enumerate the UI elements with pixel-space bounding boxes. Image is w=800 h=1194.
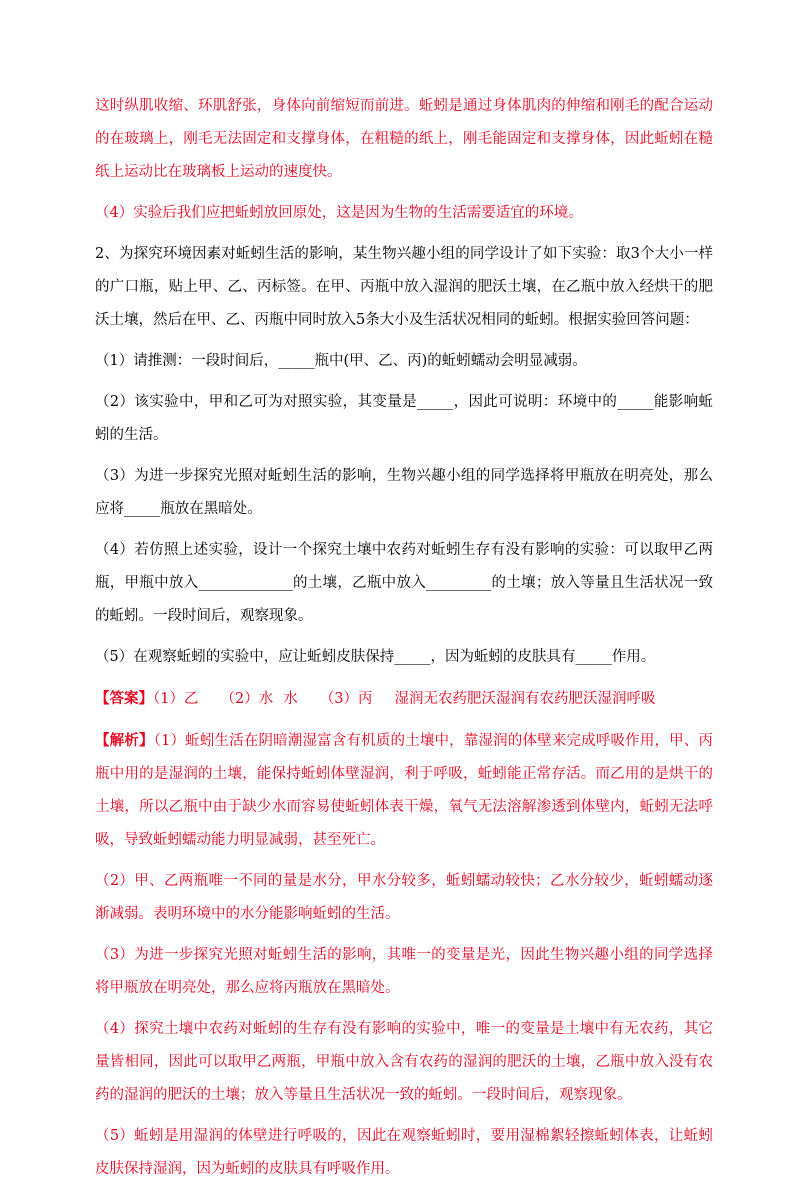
analysis-5: （5）蚯蚓是用湿润的体壁进行呼吸的，因此在观察蚯蚓时，要用湿棉絮轻擦蚯蚓体表，让蚯蚓皮肤保持湿润，因为蚯蚓的皮肤具有呼吸作用。	[95, 1128, 713, 1177]
answer-2b: 水	[283, 691, 298, 707]
prev-answer-continuation: 这时纵肌收缩、环肌舒张，身体向前缩短而前进。蚯蚓是通过身体肌肉的伸缩和刚毛的配合运动的在玻璃上，刚毛无法固定和支撑身体，在粗糙的纸上，刚毛能固定和支撑身体，因此蚯蚓在糙纸上运动比在玻璃板上运动的速度快。	[95, 98, 713, 180]
analysis-3: （3）为进一步探究光照对蚯蚓生活的影响，其唯一的变量是光，因此生物兴趣小组的同学选择将甲瓶放在明亮处，那么应将丙瓶放在黑暗处。	[95, 947, 713, 996]
answer-2: （2）水	[220, 691, 274, 707]
question-stem: 2、为探究环境因素对蚯蚓生活的影响，某生物兴趣小组的同学设计了如下实验：取3个大小一样的广口瓶，贴上甲、乙、丙标签。在甲、丙瓶中放入湿润的肥沃土壤，在乙瓶中放入经烘干的肥沃土壤，然后在甲、乙、丙瓶中同时放入5条大小及生活状况相同的蚯蚓。根据实验回答问题：	[95, 246, 713, 328]
answer-line	[95, 682, 713, 716]
document-page	[95, 90, 713, 1194]
analysis-4: （4）探究土壤中农药对蚯蚓的生存有没有影响的实验中，唯一的变量是土壤中有无农药，其它量皆相同，因此可以取甲乙两瓶，甲瓶中放入含有农药的湿润的肥沃的土壤，乙瓶中放入没有农药的湿润的肥沃的土壤；放入等量且生活状况一致的蚯蚓。一段时间后，观察现象。	[95, 1021, 713, 1103]
answer-4-5: 湿润无农药肥沃湿润有农药肥沃湿润呼吸	[394, 691, 656, 707]
question-5: （5）在观察蚯蚓的实验中，应让蚯蚓皮肤保持_____，因为蚯蚓的皮肤具有_____作用。	[95, 649, 656, 665]
question-2: （2）该实验中，甲和乙可为对照实验，其变量是_____，因此可说明：环境中的_____能影响蚯蚓的生活。	[95, 394, 713, 443]
prev-answer-item-4: （4）实验后我们应把蚯蚓放回原处，这是因为生物的生活需要适宜的环境。	[95, 205, 583, 221]
answer-1: （1）乙	[153, 691, 199, 707]
analysis-1	[95, 724, 713, 857]
analysis-tag: 【解析】	[95, 732, 154, 749]
answer-3: （3）丙	[319, 691, 373, 707]
question-3: （3）为进一步探究光照对蚯蚓生活的影响，生物兴趣小组的同学选择将甲瓶放在明亮处，那么应将_____瓶放在黑暗处。	[95, 468, 713, 517]
answer-tag: 【答案】	[95, 690, 153, 707]
question-1: （1）请推测：一段时间后，_____瓶中(甲、乙、丙)的蚯蚓蠕动会明显减弱。	[95, 353, 587, 369]
analysis-1-text: （1）蚯蚓生活在阴暗潮湿富含有机质的土壤中，靠湿润的体壁来完成呼吸作用，甲、丙瓶中用的是湿润的土壤，能保持蚯蚓体壁湿润，利于呼吸，蚯蚓能正常存活。而乙用的是烘干的土壤，所以乙瓶中由于缺少水而容易使蚯蚓体表干燥，氧气无法溶解渗透到体壁内，蚯蚓无法呼吸，导致蚯蚓蠕动能力明显减弱，甚至死亡。	[95, 733, 713, 848]
question-4: （4）若仿照上述实验，设计一个探究土壤中农药对蚯蚓生存有没有影响的实验：可以取甲乙两瓶，甲瓶中放入_____________的土壤，乙瓶中放入_________的土壤；放入等量且生活状况一致的蚯蚓。一段时间后，观察现象。	[95, 542, 713, 624]
analysis-2: （2）甲、乙两瓶唯一不同的量是水分，甲水分较多，蚯蚓蠕动较快；乙水分较少，蚯蚓蠕动逐渐减弱。表明环境中的水分能影响蚯蚓的生活。	[95, 873, 713, 922]
